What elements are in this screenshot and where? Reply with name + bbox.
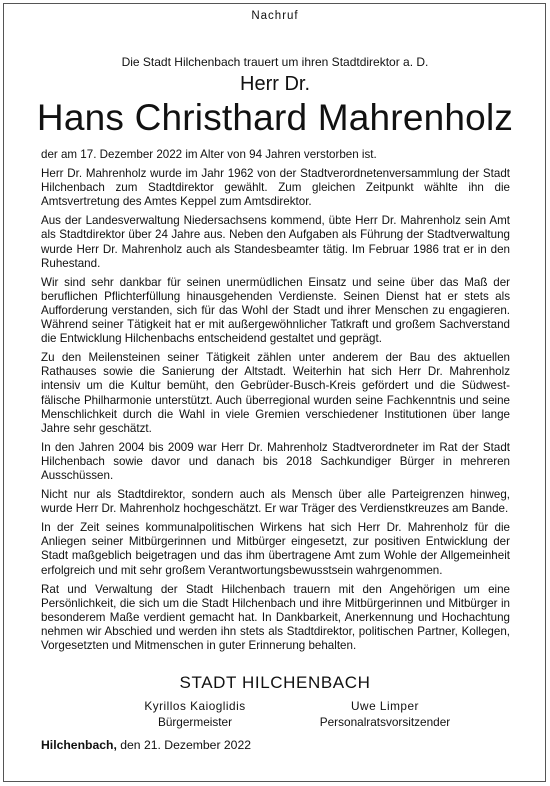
- signatory-staff-council: [250, 698, 520, 730]
- paragraph-career: Aus der Landesverwaltung Niedersachsens kommend, übte Herr Dr. Mahrenholz sein Amt als Stadtdirektor über 24 Jahre aus. Neben den Aufgaben als Führung der Stadtverwaltung wurde Herr Dr. Mahrenholz auch als Standesbeamter tätig. Im Februar 1986 trat er in den Ruhestand.: [41, 214, 510, 270]
- nachruf-label: Nachruf: [251, 10, 299, 22]
- signatory-name: Kyrillos Kaioglidis: [144, 699, 246, 713]
- signatory-role: Bürgermeister: [157, 715, 233, 729]
- deceased-name: Hans Christhard Mahrenholz: [36, 97, 514, 138]
- paragraph-honors: Nicht nur als Stadtdirektor, sondern auch als Mensch über alle Parteigrenzen hinweg, wurde Herr Dr. Mahrenholz hochgeschätzt. Er war Träger des Verdienstkreuzes am Bande.: [41, 488, 510, 516]
- city-signature: STADT HILCHENBACH: [179, 673, 371, 692]
- paragraph-farewell: Rat und Verwaltung der Stadt Hilchenbach trauern mit den Angehörigen um eine Persönlichkeit, die sich um die Stadt Hilchenbach und ihre Mitbürgerinnen und Mitbürger in besonderem Maße verdient gemacht hat. In Dankbarkeit, Anerkennung und Hochachtung nehmen wir Abschied und werden ihn stets als Stadtdirektor, politischen Partner, Kollegen, Vorgesetzten und Mitmenschen in guter Erinnerung behalten.: [41, 582, 510, 652]
- place-name: Hilchenbach,: [41, 738, 117, 752]
- signatory-role: Personalratsvorsitzender: [319, 715, 451, 729]
- paragraph-gratitude: Wir sind sehr dankbar für seinen unermüdlichen Einsatz und seine über das Maß der beruflichen Pflichterfüllung hinausgehenden Verdienste. Seinen Dienst hat er stets als Aufforderung verstanden, sich für das Wohl der Stadt und ihrer Menschen zu engagieren. Während seiner Tätigkeit hat er mit außergewöhnlicher Tatkraft und großem Sachverstand die Entwicklung Hilchenbachs entscheidend gestaltet und geprägt.: [41, 275, 510, 346]
- date: den 21. Dezember 2022: [120, 738, 252, 752]
- obituary-body: [41, 148, 510, 658]
- paragraph-election: Herr Dr. Mahrenholz wurde im Jahr 1962 von der Stadtverordnetenversammlung der Stadt Hilchenbach zum Stadtdirektor gewählt. Zum gleichen Zeitpunkt wählte ihn die Amtsvertretung des Amtes Keppel zum Amtsdirektor.: [41, 167, 510, 209]
- paragraph-milestones: Zu den Meilensteinen seiner Tätigkeit zählen unter anderem der Bau des aktuellen Rathauses sowie die Sanierung der Altstadt. Weiterhin hat sich Herr Dr. Mahrenholz intensiv um die Kultur bemüht, den Gebrüder-Busch-Kreis gefördert und die Südwestfälische Philharmonie unterstützt. Auch überregional wurden seine Fachkenntnis und seine Menschlichkeit durch die Wahl in viele Gremien verschiedener Institutionen über lange Jahre sehr geschätzt.: [41, 351, 510, 435]
- intro-line: Die Stadt Hilchenbach trauert um ihren Stadtdirektor a. D.: [121, 55, 429, 69]
- paragraph-political-work: In der Zeit seines kommunalpolitischen Wirkens hat sich Herr Dr. Mahrenholz für die Anliegen seiner Mitbürgerinnen und Mitbürger eingesetzt, zur positiven Entwicklung der Stadt maßgeblich beigetragen und das ihm übertragene Amt zum Wohle der Allgemeinheit erfolgreich und mit sehr großem Verantwortungsbewusstsein wahrgenommen.: [41, 521, 510, 577]
- paragraph-council: In den Jahren 2004 bis 2009 war Herr Dr. Mahrenholz Stadtverordneter im Rat der Stadt Hilchenbach sowie davor und danach bis 2018 Sachkundiger Bürger in mehreren Ausschüssen.: [41, 440, 510, 482]
- signatory-name: Uwe Limper: [351, 699, 419, 713]
- honorific: Herr Dr.: [240, 73, 310, 95]
- place-date-line: [41, 738, 251, 752]
- paragraph-death-notice: der am 17. Dezember 2022 im Alter von 94 Jahren verstorben ist.: [41, 148, 377, 161]
